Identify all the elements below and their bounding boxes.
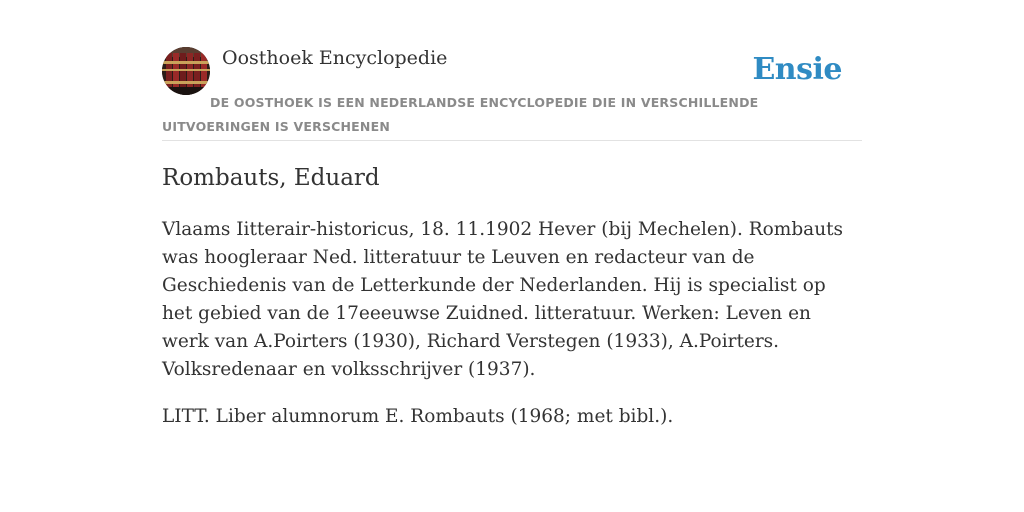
article-title: Rombauts, Eduard: [162, 165, 380, 191]
site-title[interactable]: Oosthoek Encyclopedie: [222, 47, 448, 69]
article-body: Vlaams Iitterair-historicus, 18. 11.1902 Hever (bij Mechelen). Rombauts was hoogleraar Ned. litteratuur te Leuven en redacteur van de Geschiedenis van de Letterkunde der Nederlanden. Hij is specialist op het gebied van de 17eeeuwse Zuidned. litteratuur. Werken: Leven en werk van A.Poirters (1930), Richard Verstegen (1933), A.Poirters. Volksredenaar en volksschrijver (1937).: [162, 219, 844, 380]
article-references: LITT. Liber alumnorum E. Rombauts (1968; met bibl.).: [162, 406, 674, 427]
brand-logo[interactable]: Ensie: [752, 52, 842, 87]
article: [162, 162, 852, 431]
site-tagline: DE OOSTHOEK IS EEN NEDERLANDSE ENCYCLOPEDIE DIE IN VERSCHILLENDE UITVOERINGEN IS VERSCHENEN: [162, 95, 759, 134]
encyclopedia-books-icon[interactable]: [162, 47, 210, 95]
site-header: [162, 46, 862, 141]
